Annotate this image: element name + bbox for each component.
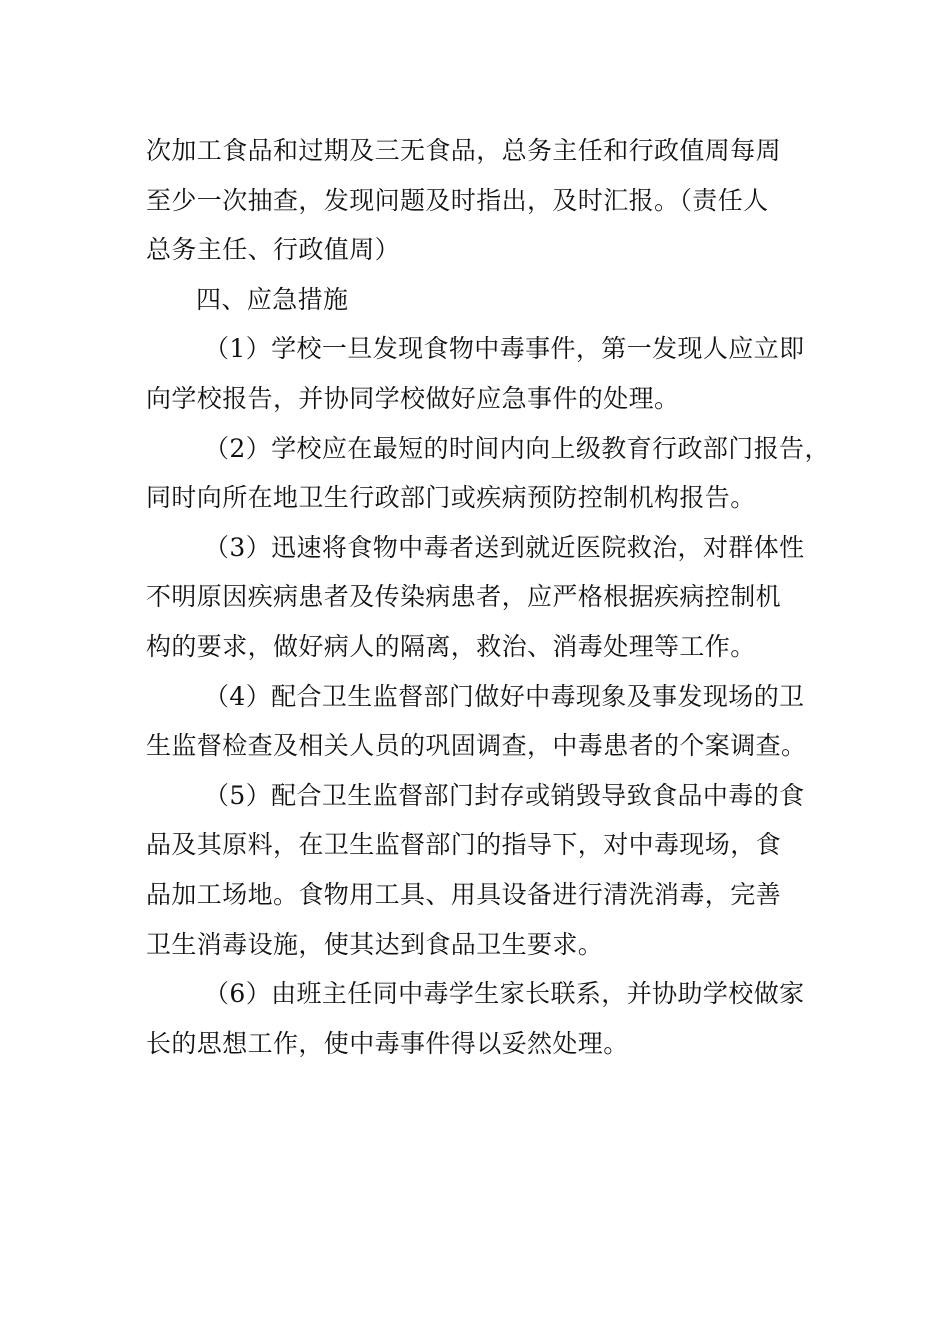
text-line: （1）学校一旦发现食物中毒事件，第一发现人应立即: [204, 334, 805, 364]
text-line: 向学校报告，并协同学校做好应急事件的处理。: [146, 383, 680, 413]
text-line: 同时向所在地卫生行政部门或疾病预防控制机构报告。: [146, 483, 756, 513]
text-line: 构的要求，做好病人的隔离，救治、消毒处理等工作。: [146, 631, 756, 661]
text-line: 品加工场地。食物用工具、用具设备进行清洗消毒，完善: [146, 879, 782, 909]
text-line: （6）由班主任同中毒学生家长联系，并协助学校做家: [204, 979, 805, 1009]
section-heading: 四、应急措施: [196, 284, 349, 314]
text-line: 卫生消毒设施，使其达到食品卫生要求。: [146, 929, 604, 959]
text-line: 长的思想工作，使中毒事件得以妥然处理。: [146, 1028, 629, 1058]
text-line: 生监督检查及相关人员的巩固调查，中毒患者的个案调查。: [146, 731, 807, 761]
text-line: （2）学校应在最短的时间内向上级教育行政部门报告，: [204, 433, 830, 463]
text-line: （5）配合卫生监督部门封存或销毁导致食品中毒的食: [204, 780, 805, 810]
text-line: （4）配合卫生监督部门做好中毒现象及事发现场的卫: [204, 681, 805, 711]
text-line: 品及其原料，在卫生监督部门的指导下，对中毒现场，食: [146, 830, 782, 860]
text-line: 总务主任、行政值周）: [146, 235, 401, 265]
document-body: [146, 126, 830, 1068]
text-line: 次加工食品和过期及三无食品，总务主任和行政值周每周: [146, 136, 782, 165]
text-line: （3）迅速将食物中毒者送到就近医院救治，对群体性: [204, 532, 805, 562]
text-line: 不明原因疾病患者及传染病患者，应严格根据疾病控制机: [146, 582, 782, 612]
text-line: 至少一次抽查，发现问题及时指出，及时汇报。（责任人: [146, 185, 769, 215]
